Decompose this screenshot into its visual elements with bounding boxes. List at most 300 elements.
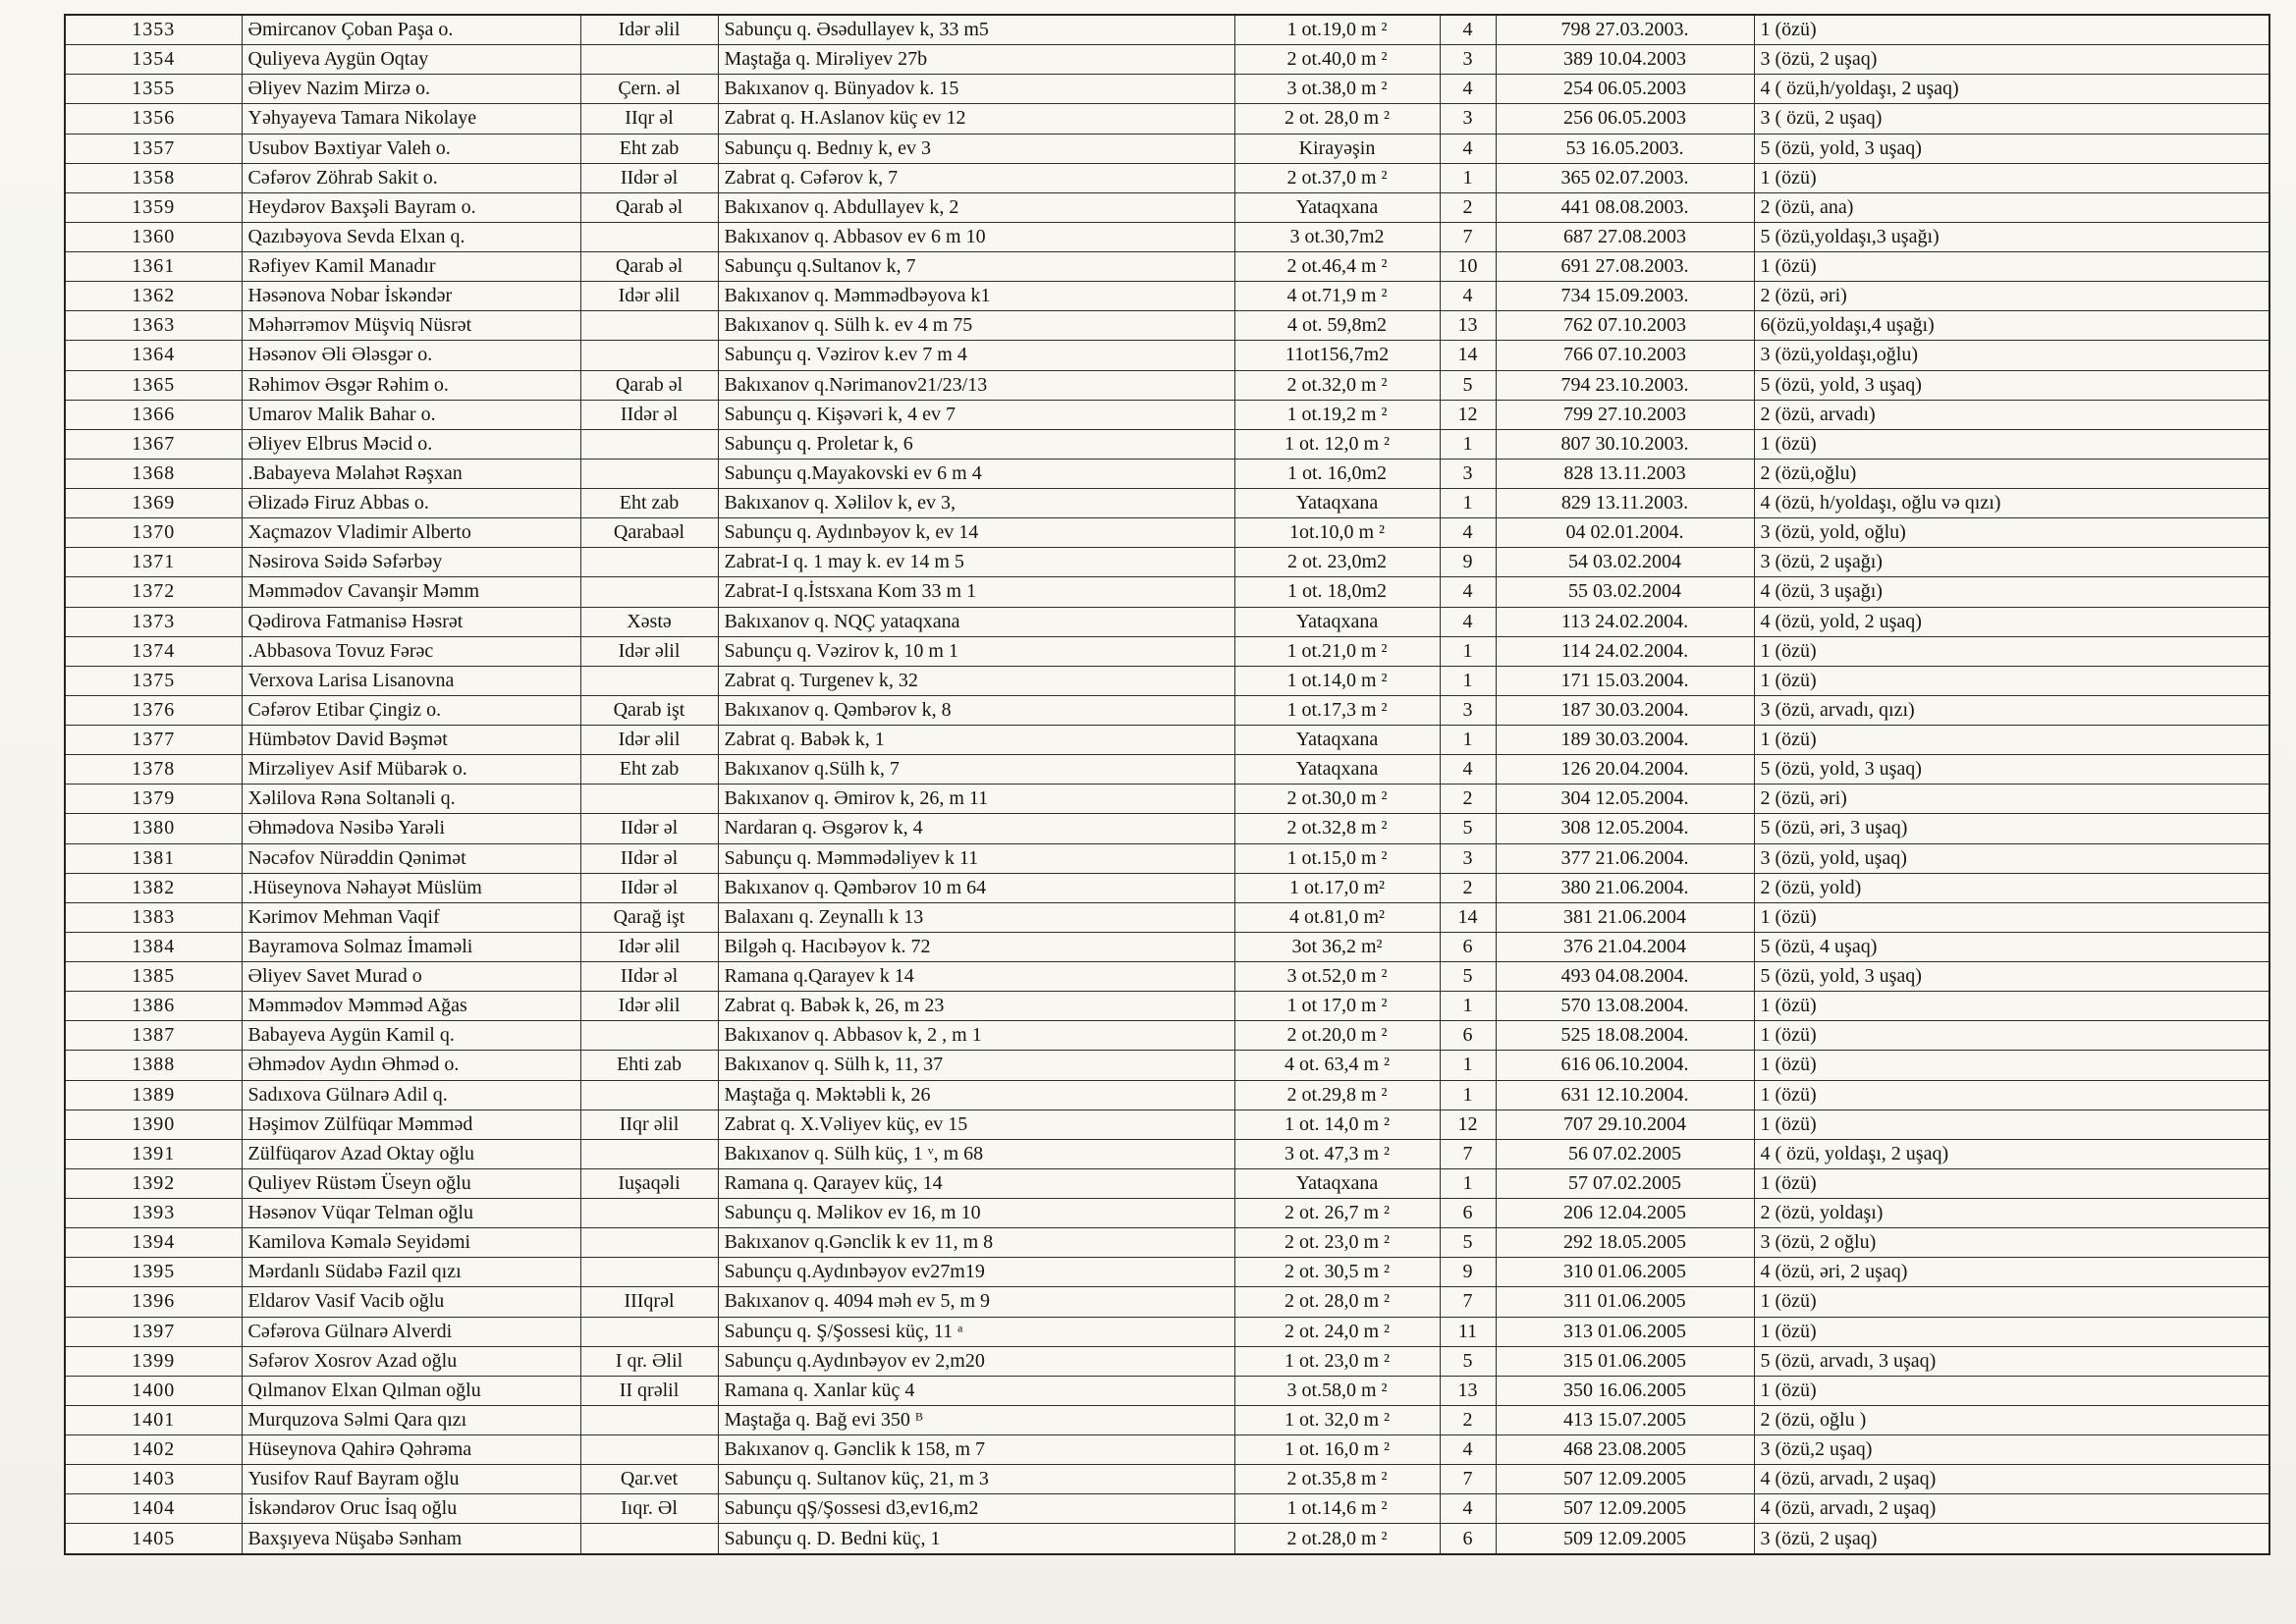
cell-address: Ramana q. Xanlar küç 4 [718, 1376, 1234, 1405]
cell-id: 1402 [65, 1435, 242, 1465]
cell-id: 1367 [65, 429, 242, 459]
cell-id: 1383 [65, 902, 242, 932]
cell-name: Nəcəfov Nürəddin Qənimət [242, 843, 580, 873]
cell-address: Bakıxanov q. 4094 məh ev 5, m 9 [718, 1287, 1234, 1317]
cell-family: 3 (özü, 2 uşaq) [1754, 1524, 2269, 1554]
cell-rooms: 3 ot.38,0 m ² [1234, 75, 1440, 104]
cell-count: 1 [1440, 1080, 1496, 1110]
cell-category [580, 548, 718, 577]
cell-reg: 616 06.10.2004. [1496, 1051, 1754, 1080]
cell-address: Bakıxanov q. Xəlilov k, ev 3, [718, 489, 1234, 518]
cell-address: Sabunçu q. Kişəvəri k, 4 ev 7 [718, 400, 1234, 429]
cell-family: 3 (özü,2 uşaq) [1754, 1435, 2269, 1465]
cell-count: 5 [1440, 962, 1496, 992]
cell-count: 1 [1440, 636, 1496, 666]
cell-address: Sabunçu q.Aydınbəyov ev27m19 [718, 1258, 1234, 1287]
cell-address: Sabunçu q. Sultanov küç, 21, m 3 [718, 1465, 1234, 1494]
cell-reg: 256 06.05.2003 [1496, 104, 1754, 134]
cell-reg: 766 07.10.2003 [1496, 341, 1754, 370]
cell-family: 4 ( özü, yoldaşı, 2 uşaq) [1754, 1139, 2269, 1168]
cell-id: 1384 [65, 932, 242, 961]
cell-count: 12 [1440, 400, 1496, 429]
cell-address: Bilgəh q. Hacıbəyov k. 72 [718, 932, 1234, 961]
cell-address: Maştağa q. Mirəliyev 27b [718, 45, 1234, 75]
cell-rooms: 1 ot 17,0 m ² [1234, 992, 1440, 1021]
cell-rooms: 4 ot.81,0 m² [1234, 902, 1440, 932]
cell-name: Xaçmazov Vladimir Alberto [242, 518, 580, 548]
cell-rooms: 1 ot.14,6 m ² [1234, 1494, 1440, 1524]
cell-rooms: 4 ot.71,9 m ² [1234, 282, 1440, 311]
table-row [65, 1287, 2269, 1317]
cell-name: Mirzəliyev Asif Mübarək o. [242, 755, 580, 785]
cell-category: Idər əlil [580, 282, 718, 311]
cell-rooms: 1 ot.19,2 m ² [1234, 400, 1440, 429]
cell-id: 1359 [65, 192, 242, 222]
cell-count: 3 [1440, 45, 1496, 75]
cell-address: Sabunçu q.Sultanov k, 7 [718, 252, 1234, 282]
cell-name: Həşimov Zülfüqar Məmməd [242, 1110, 580, 1139]
cell-rooms: 1 ot.17,0 m² [1234, 873, 1440, 902]
cell-id: 1370 [65, 518, 242, 548]
table-row [65, 843, 2269, 873]
cell-address: Bakıxanov q. Abdullayev k, 2 [718, 192, 1234, 222]
cell-address: Sabunçu q. Məmmədəliyev k 11 [718, 843, 1234, 873]
cell-rooms: 2 ot.20,0 m ² [1234, 1021, 1440, 1051]
cell-reg: 734 15.09.2003. [1496, 282, 1754, 311]
cell-address: Zabrat q. Babək k, 26, m 23 [718, 992, 1234, 1021]
cell-rooms: 2 ot. 30,5 m ² [1234, 1258, 1440, 1287]
cell-rooms: 1 ot.17,3 m ² [1234, 695, 1440, 725]
cell-reg: 304 12.05.2004. [1496, 785, 1754, 814]
cell-address: Bakıxanov q. Abbasov ev 6 m 10 [718, 222, 1234, 251]
cell-count: 13 [1440, 1376, 1496, 1405]
cell-address: Bakıxanov q. Gənclik k 158, m 7 [718, 1435, 1234, 1465]
table-row [65, 636, 2269, 666]
cell-reg: 350 16.06.2005 [1496, 1376, 1754, 1405]
cell-address: Maştağa q. Bağ evi 350 ᴮ [718, 1405, 1234, 1435]
table-row [65, 1168, 2269, 1198]
cell-family: 1 (özü) [1754, 1110, 2269, 1139]
cell-id: 1373 [65, 607, 242, 636]
cell-count: 3 [1440, 843, 1496, 873]
cell-family: 1 (özü) [1754, 1021, 2269, 1051]
cell-address: Sabunçu q. Ş/Şossesi küç, 11 ᵃ [718, 1317, 1234, 1346]
cell-id: 1385 [65, 962, 242, 992]
cell-count: 1 [1440, 992, 1496, 1021]
cell-name: Məmmədov Məmməd Ağas [242, 992, 580, 1021]
cell-name: Zülfüqarov Azad Oktay oğlu [242, 1139, 580, 1168]
cell-name: .Abbasova Tovuz Fərəc [242, 636, 580, 666]
cell-id: 1387 [65, 1021, 242, 1051]
cell-count: 4 [1440, 75, 1496, 104]
cell-id: 1386 [65, 992, 242, 1021]
cell-name: Rəhimov Əsgər Rəhim o. [242, 370, 580, 400]
cell-count: 3 [1440, 104, 1496, 134]
cell-id: 1375 [65, 666, 242, 695]
cell-category [580, 1021, 718, 1051]
cell-address: Bakıxanov q. Əmirov k, 26, m 11 [718, 785, 1234, 814]
table-row [65, 1080, 2269, 1110]
cell-address: Maştağa q. Məktəbli k, 26 [718, 1080, 1234, 1110]
cell-category [580, 341, 718, 370]
cell-rooms: 3 ot. 47,3 m ² [1234, 1139, 1440, 1168]
cell-id: 1381 [65, 843, 242, 873]
cell-reg: 189 30.03.2004. [1496, 726, 1754, 755]
cell-name: Bayramova Solmaz İmaməli [242, 932, 580, 961]
cell-address: Bakıxanov q.Nərimanov21/23/13 [718, 370, 1234, 400]
records-table [64, 14, 2270, 1555]
cell-address: Sabunçu q. Proletar k, 6 [718, 429, 1234, 459]
cell-id: 1382 [65, 873, 242, 902]
cell-id: 1378 [65, 755, 242, 785]
table-row [65, 726, 2269, 755]
cell-rooms: 3 ot.30,7m2 [1234, 222, 1440, 251]
cell-address: Zabrat q. Cəfərov k, 7 [718, 163, 1234, 192]
cell-rooms: 1 ot. 32,0 m ² [1234, 1405, 1440, 1435]
cell-name: Eldarov Vasif Vacib oğlu [242, 1287, 580, 1317]
cell-rooms: 2 ot.40,0 m ² [1234, 45, 1440, 75]
cell-rooms: 1 ot.21,0 m ² [1234, 636, 1440, 666]
cell-address: Sabunçu q. Bednıy k, ev 3 [718, 134, 1234, 163]
cell-count: 4 [1440, 1494, 1496, 1524]
cell-address: Sabunçu q. Əsədullayev k, 33 m5 [718, 15, 1234, 45]
cell-name: Qılmanov Elxan Qılman oğlu [242, 1376, 580, 1405]
cell-name: Usubov Bəxtiyar Valeh o. [242, 134, 580, 163]
cell-category: Çern. əl [580, 75, 718, 104]
cell-reg: 04 02.01.2004. [1496, 518, 1754, 548]
cell-family: 3 (özü,yoldaşı,oğlu) [1754, 341, 2269, 370]
cell-category: Qarağ işt [580, 902, 718, 932]
cell-family: 5 (özü, yold, 3 uşaq) [1754, 962, 2269, 992]
cell-count: 4 [1440, 1435, 1496, 1465]
cell-name: .Hüseynova Nəhayət Müslüm [242, 873, 580, 902]
cell-rooms: 3 ot.52,0 m ² [1234, 962, 1440, 992]
cell-rooms: Yataqxana [1234, 489, 1440, 518]
cell-category: IIdər əl [580, 163, 718, 192]
cell-count: 1 [1440, 666, 1496, 695]
cell-reg: 798 27.03.2003. [1496, 15, 1754, 45]
cell-rooms: Yataqxana [1234, 755, 1440, 785]
cell-name: Həsənova Nobar İskəndər [242, 282, 580, 311]
cell-reg: 377 21.06.2004. [1496, 843, 1754, 873]
cell-name: Rəfiyev Kamil Manadır [242, 252, 580, 282]
cell-category: Iıqr. Əl [580, 1494, 718, 1524]
cell-id: 1366 [65, 400, 242, 429]
cell-name: Sadıxova Gülnarə Adil q. [242, 1080, 580, 1110]
cell-reg: 507 12.09.2005 [1496, 1494, 1754, 1524]
cell-count: 1 [1440, 1051, 1496, 1080]
table-row [65, 104, 2269, 134]
cell-count: 4 [1440, 518, 1496, 548]
cell-name: .Babayeva Məlahət Rəşxan [242, 459, 580, 488]
cell-name: Yusifov Rauf Bayram oğlu [242, 1465, 580, 1494]
cell-count: 2 [1440, 192, 1496, 222]
cell-count: 6 [1440, 1021, 1496, 1051]
cell-category: Qar.vet [580, 1465, 718, 1494]
cell-category: IIdər əl [580, 814, 718, 843]
cell-reg: 171 15.03.2004. [1496, 666, 1754, 695]
cell-rooms: 2 ot. 23,0 m ² [1234, 1228, 1440, 1258]
cell-reg: 828 13.11.2003 [1496, 459, 1754, 488]
cell-category: I qr. Əlil [580, 1346, 718, 1376]
cell-reg: 380 21.06.2004. [1496, 873, 1754, 902]
cell-category: II qrəlil [580, 1376, 718, 1405]
cell-reg: 829 13.11.2003. [1496, 489, 1754, 518]
cell-reg: 53 16.05.2003. [1496, 134, 1754, 163]
cell-family: 1 (özü) [1754, 15, 2269, 45]
cell-id: 1389 [65, 1080, 242, 1110]
cell-reg: 54 03.02.2004 [1496, 548, 1754, 577]
table-row [65, 192, 2269, 222]
cell-address: Bakıxanov q. Sülh k. ev 4 m 75 [718, 311, 1234, 341]
cell-count: 1 [1440, 429, 1496, 459]
table-row [65, 75, 2269, 104]
cell-reg: 691 27.08.2003. [1496, 252, 1754, 282]
cell-family: 4 (özü, əri, 2 uşaq) [1754, 1258, 2269, 1287]
cell-family: 1 (özü) [1754, 429, 2269, 459]
cell-category: Idər əlil [580, 726, 718, 755]
table-row [65, 429, 2269, 459]
cell-reg: 509 12.09.2005 [1496, 1524, 1754, 1554]
table-row [65, 341, 2269, 370]
cell-id: 1364 [65, 341, 242, 370]
table-row [65, 1465, 2269, 1494]
cell-id: 1372 [65, 577, 242, 607]
cell-reg: 631 12.10.2004. [1496, 1080, 1754, 1110]
cell-name: Cəfərov Etibar Çingiz o. [242, 695, 580, 725]
table-row [65, 902, 2269, 932]
cell-category [580, 459, 718, 488]
cell-count: 1 [1440, 489, 1496, 518]
cell-id: 1354 [65, 45, 242, 75]
cell-address: Ramana q. Qarayev küç, 14 [718, 1168, 1234, 1198]
cell-count: 4 [1440, 15, 1496, 45]
cell-address: Zabrat q. Turgenev k, 32 [718, 666, 1234, 695]
cell-id: 1388 [65, 1051, 242, 1080]
cell-count: 11 [1440, 1317, 1496, 1346]
cell-family: 1 (özü) [1754, 1168, 2269, 1198]
table-row [65, 370, 2269, 400]
cell-address: Sabunçu q.Aydınbəyov ev 2,m20 [718, 1346, 1234, 1376]
cell-id: 1376 [65, 695, 242, 725]
cell-family: 6(özü,yoldaşı,4 uşağı) [1754, 311, 2269, 341]
cell-reg: 381 21.06.2004 [1496, 902, 1754, 932]
cell-family: 1 (özü) [1754, 992, 2269, 1021]
table-row [65, 282, 2269, 311]
cell-family: 3 (özü, arvadı, qızı) [1754, 695, 2269, 725]
table-row [65, 311, 2269, 341]
cell-id: 1395 [65, 1258, 242, 1287]
cell-reg: 525 18.08.2004. [1496, 1021, 1754, 1051]
cell-name: Əlizadə Firuz Abbas o. [242, 489, 580, 518]
cell-count: 6 [1440, 932, 1496, 961]
cell-name: Hüseynova Qahirə Qəhrəma [242, 1435, 580, 1465]
cell-family: 2 (özü, yoldaşı) [1754, 1199, 2269, 1228]
cell-count: 7 [1440, 222, 1496, 251]
cell-address: Sabunçu q.Mayakovski ev 6 m 4 [718, 459, 1234, 488]
cell-id: 1377 [65, 726, 242, 755]
cell-rooms: Yataqxana [1234, 1168, 1440, 1198]
cell-family: 5 (özü, arvadı, 3 uşaq) [1754, 1346, 2269, 1376]
cell-rooms: 4 ot. 63,4 m ² [1234, 1051, 1440, 1080]
cell-reg: 687 27.08.2003 [1496, 222, 1754, 251]
cell-name: Qazıbəyova Sevda Elxan q. [242, 222, 580, 251]
cell-family: 1 (özü) [1754, 1376, 2269, 1405]
cell-reg: 187 30.03.2004. [1496, 695, 1754, 725]
cell-family: 4 ( özü,h/yoldaşı, 2 uşaq) [1754, 75, 2269, 104]
cell-name: Verxova Larisa Lisanovna [242, 666, 580, 695]
cell-address: Nardaran q. Əsgərov k, 4 [718, 814, 1234, 843]
cell-rooms: 1 ot. 23,0 m ² [1234, 1346, 1440, 1376]
cell-rooms: 2 ot. 23,0m2 [1234, 548, 1440, 577]
cell-name: Mərdanlı Südabə Fazil qızı [242, 1258, 580, 1287]
cell-count: 9 [1440, 1258, 1496, 1287]
cell-family: 5 (özü, yold, 3 uşaq) [1754, 755, 2269, 785]
cell-family: 5 (özü, yold, 3 uşaq) [1754, 134, 2269, 163]
cell-name: İskəndərov Oruc İsaq oğlu [242, 1494, 580, 1524]
cell-category: Idər əlil [580, 992, 718, 1021]
cell-rooms: 2 ot.28,0 m ² [1234, 1524, 1440, 1554]
cell-id: 1401 [65, 1405, 242, 1435]
table-row [65, 1376, 2269, 1405]
cell-rooms: 1 ot. 16,0 m ² [1234, 1435, 1440, 1465]
cell-name: Məhərrəmov Müşviq Nüsrət [242, 311, 580, 341]
cell-id: 1393 [65, 1199, 242, 1228]
cell-category: Idər əlil [580, 932, 718, 961]
cell-family: 2 (özü, əri) [1754, 785, 2269, 814]
cell-name: Əliyev Savet Murad o [242, 962, 580, 992]
table-row [65, 873, 2269, 902]
cell-id: 1405 [65, 1524, 242, 1554]
table-row [65, 548, 2269, 577]
cell-address: Zabrat q. H.Aslanov küç ev 12 [718, 104, 1234, 134]
cell-reg: 441 08.08.2003. [1496, 192, 1754, 222]
cell-category: IIqr əl [580, 104, 718, 134]
cell-count: 5 [1440, 370, 1496, 400]
cell-rooms: 3 ot.58,0 m ² [1234, 1376, 1440, 1405]
cell-category: Qarabaəl [580, 518, 718, 548]
cell-category: IIdər əl [580, 843, 718, 873]
cell-category [580, 1435, 718, 1465]
cell-category [580, 1405, 718, 1435]
table-row [65, 252, 2269, 282]
cell-reg: 56 07.02.2005 [1496, 1139, 1754, 1168]
cell-name: Əhmədova Nəsibə Yarəli [242, 814, 580, 843]
cell-category: Eht zab [580, 134, 718, 163]
cell-family: 1 (özü) [1754, 1287, 2269, 1317]
cell-reg: 315 01.06.2005 [1496, 1346, 1754, 1376]
cell-id: 1355 [65, 75, 242, 104]
cell-count: 4 [1440, 134, 1496, 163]
cell-rooms: 1 ot. 12,0 m ² [1234, 429, 1440, 459]
cell-category: Qarab işt [580, 695, 718, 725]
cell-family: 1 (özü) [1754, 1080, 2269, 1110]
cell-id: 1363 [65, 311, 242, 341]
cell-name: Babayeva Aygün Kamil q. [242, 1021, 580, 1051]
cell-rooms: 2 ot.35,8 m ² [1234, 1465, 1440, 1494]
cell-id: 1400 [65, 1376, 242, 1405]
cell-category: IIdər əl [580, 962, 718, 992]
cell-count: 2 [1440, 873, 1496, 902]
cell-id: 1396 [65, 1287, 242, 1317]
cell-count: 13 [1440, 311, 1496, 341]
cell-address: Bakıxanov q. Sülh küç, 1 ᵛ, m 68 [718, 1139, 1234, 1168]
cell-family: 1 (özü) [1754, 726, 2269, 755]
cell-address: Sabunçu q. Vəzirov k, 10 m 1 [718, 636, 1234, 666]
cell-name: Quliyev Rüstəm Üseyn oğlu [242, 1168, 580, 1198]
cell-name: Hümbətov David Bəşmət [242, 726, 580, 755]
cell-family: 1 (özü) [1754, 1051, 2269, 1080]
cell-rooms: Kirayəşin [1234, 134, 1440, 163]
table-row [65, 400, 2269, 429]
table-row [65, 785, 2269, 814]
cell-id: 1356 [65, 104, 242, 134]
cell-id: 1391 [65, 1139, 242, 1168]
cell-id: 1403 [65, 1465, 242, 1494]
cell-family: 3 (özü, yold, oğlu) [1754, 518, 2269, 548]
cell-address: Bakıxanov q. Məmmədbəyova k1 [718, 282, 1234, 311]
cell-id: 1360 [65, 222, 242, 251]
cell-name: Əhmədov Aydın Əhməd o. [242, 1051, 580, 1080]
cell-name: Həsənov Əli Ələsgər o. [242, 341, 580, 370]
cell-family: 4 (özü, 3 uşağı) [1754, 577, 2269, 607]
cell-name: Umarov Malik Bahar o. [242, 400, 580, 429]
cell-reg: 254 06.05.2003 [1496, 75, 1754, 104]
cell-category: Qarab əl [580, 370, 718, 400]
cell-id: 1361 [65, 252, 242, 282]
cell-id: 1357 [65, 134, 242, 163]
cell-category [580, 1228, 718, 1258]
cell-category [580, 666, 718, 695]
cell-id: 1404 [65, 1494, 242, 1524]
cell-family: 5 (özü, əri, 3 uşaq) [1754, 814, 2269, 843]
cell-category [580, 1080, 718, 1110]
cell-name: Səfərov Xosrov Azad oğlu [242, 1346, 580, 1376]
table-row [65, 1139, 2269, 1168]
cell-name: Nəsirova Səidə Səfərbəy [242, 548, 580, 577]
table-row [65, 459, 2269, 488]
table-row [65, 45, 2269, 75]
cell-address: Bakıxanov q. Bünyadov k. 15 [718, 75, 1234, 104]
cell-id: 1371 [65, 548, 242, 577]
cell-category: IIIqrəl [580, 1287, 718, 1317]
cell-category: Xəstə [580, 607, 718, 636]
cell-rooms: 2 ot.46,4 m ² [1234, 252, 1440, 282]
cell-address: Ramana q.Qarayev k 14 [718, 962, 1234, 992]
cell-name: Əmircanov Çoban Paşa o. [242, 15, 580, 45]
cell-family: 1 (özü) [1754, 666, 2269, 695]
table-row [65, 1199, 2269, 1228]
cell-count: 12 [1440, 1110, 1496, 1139]
cell-reg: 799 27.10.2003 [1496, 400, 1754, 429]
cell-rooms: 2 ot.32,0 m ² [1234, 370, 1440, 400]
cell-reg: 310 01.06.2005 [1496, 1258, 1754, 1287]
cell-name: Baxşıyeva Nüşabə Sənham [242, 1524, 580, 1554]
cell-category [580, 1139, 718, 1168]
cell-rooms: 4 ot. 59,8m2 [1234, 311, 1440, 341]
cell-family: 2 (özü, arvadı) [1754, 400, 2269, 429]
cell-rooms: 1 ot.19,0 m ² [1234, 15, 1440, 45]
cell-address: Zabrat-I q.İstsxana Kom 33 m 1 [718, 577, 1234, 607]
cell-name: Yəhyayeva Tamara Nikolaye [242, 104, 580, 134]
cell-category: Eht zab [580, 755, 718, 785]
cell-reg: 794 23.10.2003. [1496, 370, 1754, 400]
cell-rooms: 1 ot. 16,0m2 [1234, 459, 1440, 488]
cell-id: 1362 [65, 282, 242, 311]
cell-rooms: Yataqxana [1234, 607, 1440, 636]
table-row [65, 1435, 2269, 1465]
table-row [65, 577, 2269, 607]
